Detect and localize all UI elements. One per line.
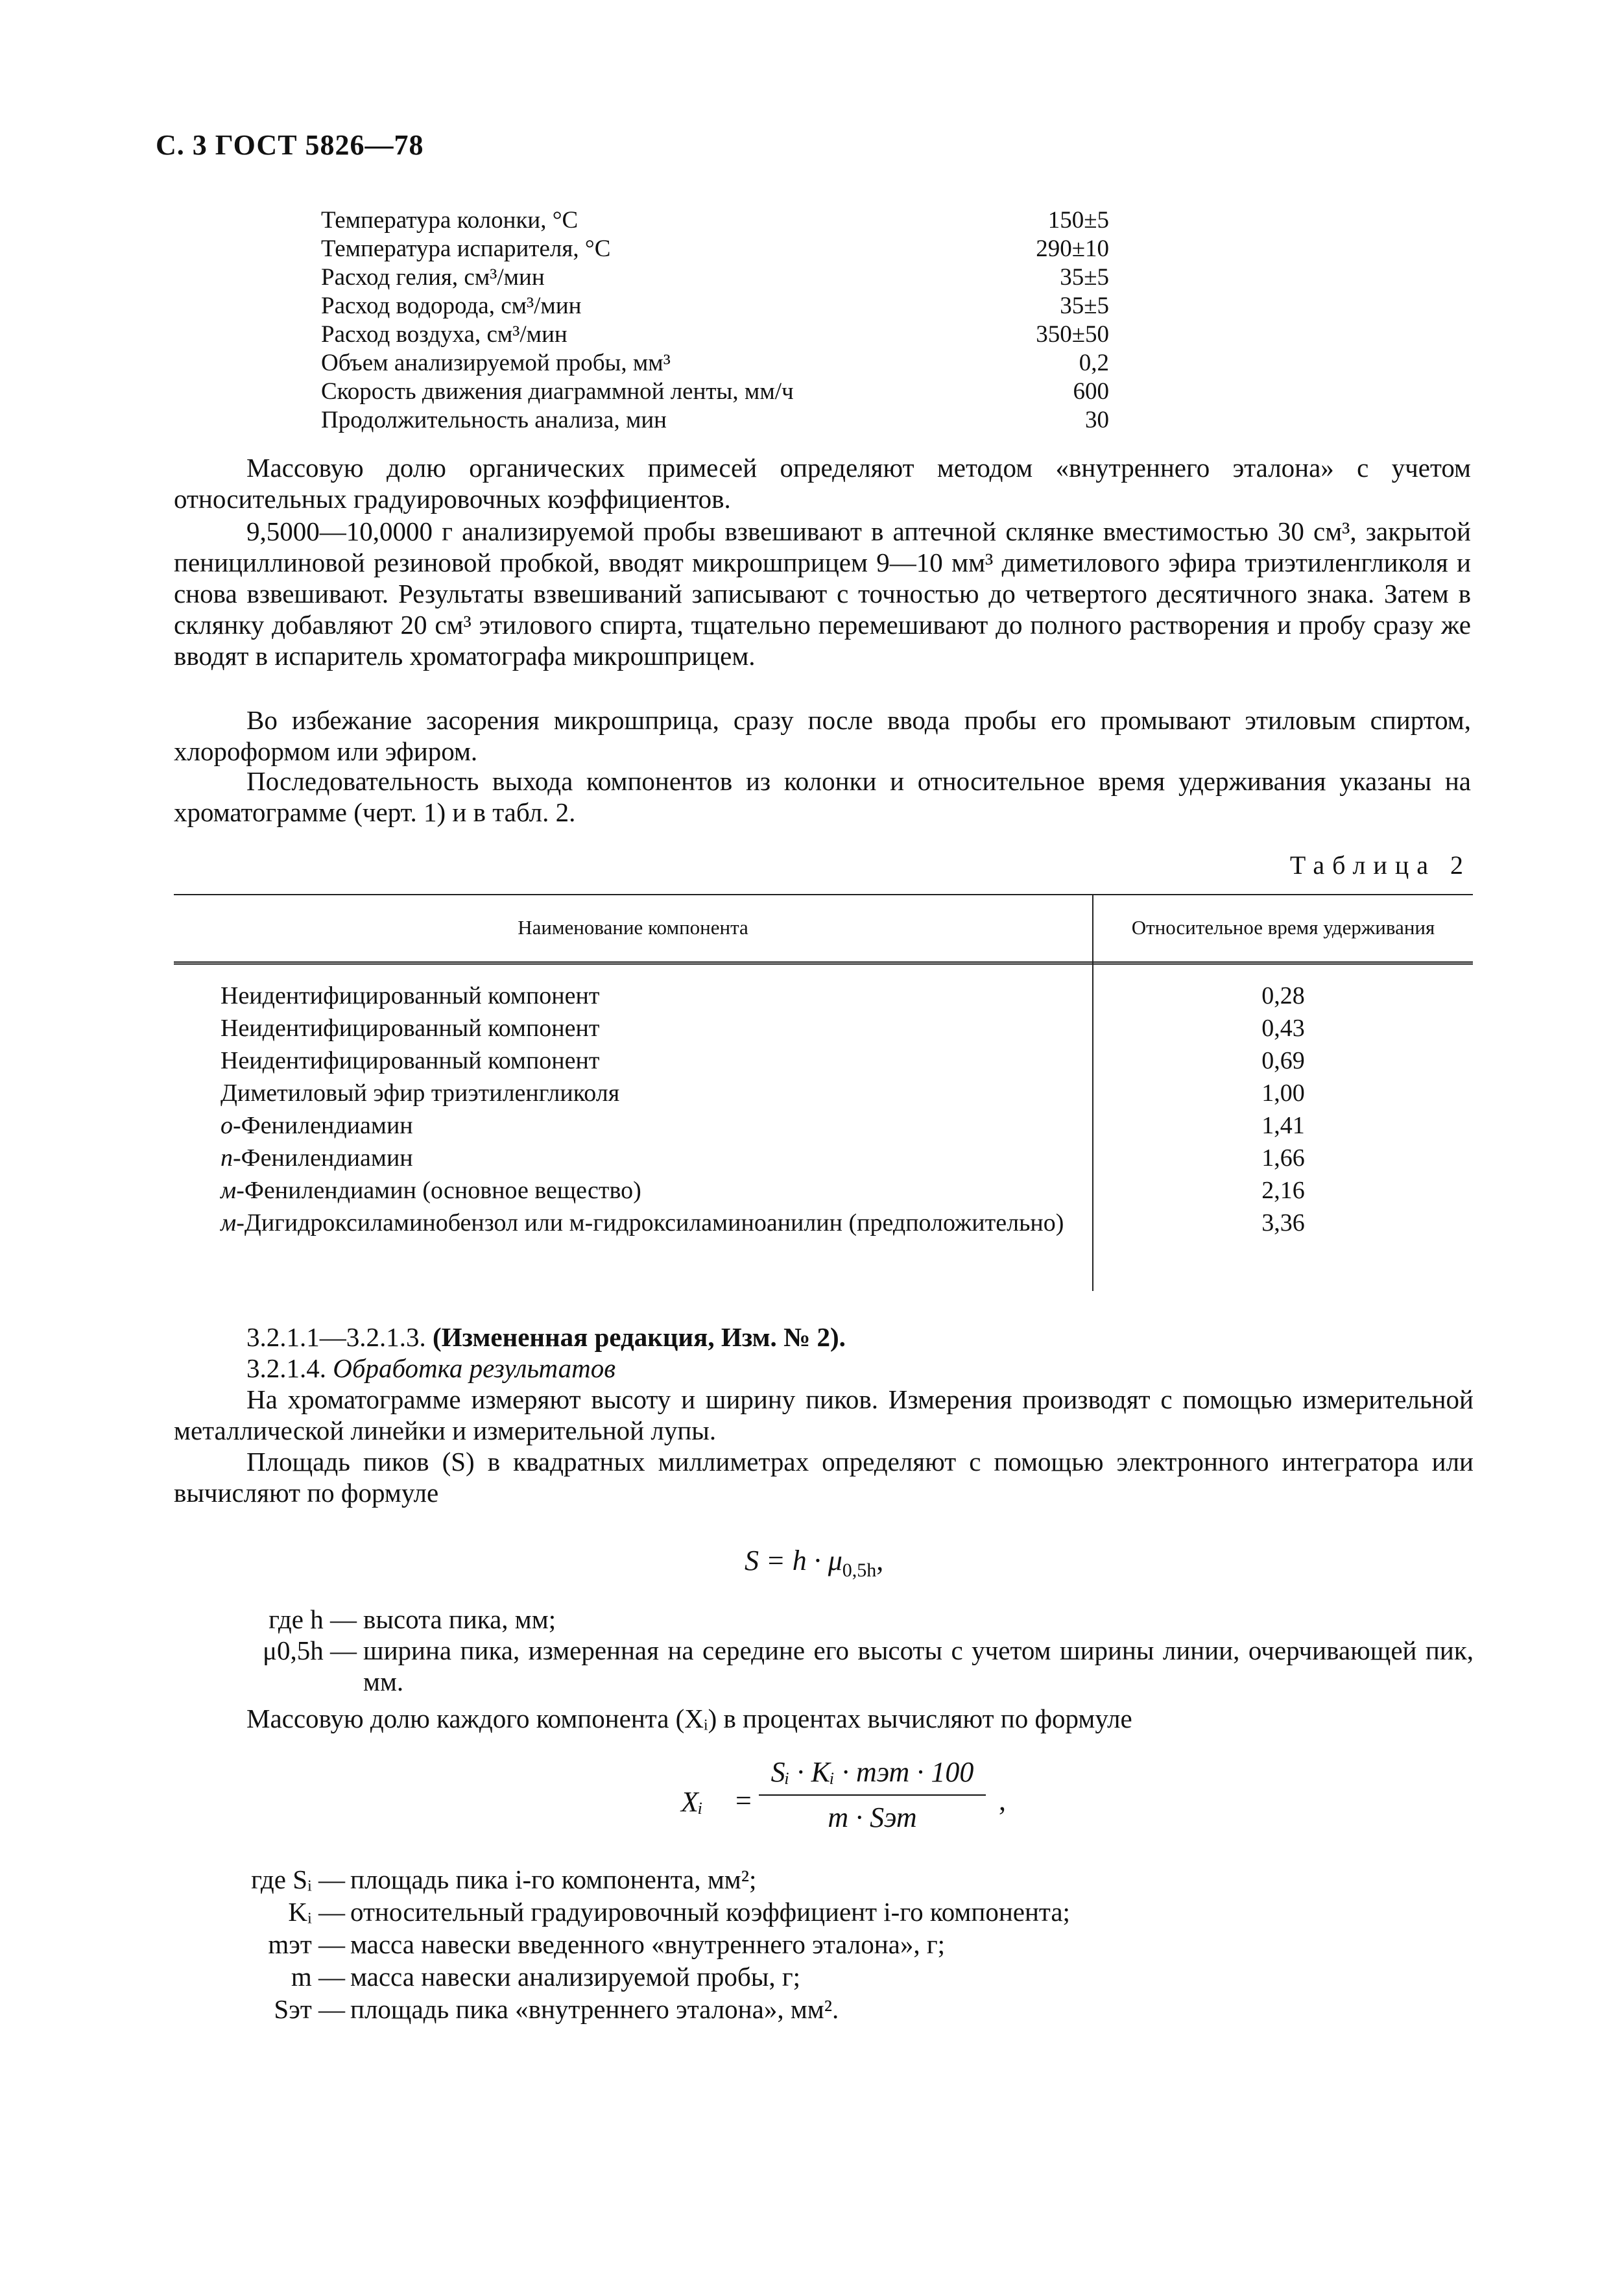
equals-sign: = xyxy=(735,1785,752,1816)
param-row xyxy=(321,235,1109,263)
legend-key: Sэт — xyxy=(274,1994,345,2024)
legend-value: масса навески введенного «внутреннего эталона», г; xyxy=(350,1929,946,1959)
param-label: Расход воздуха, см³/мин xyxy=(321,321,567,348)
param-label: Расход водорода, см³/мин xyxy=(321,293,582,319)
legend-row xyxy=(246,1960,1474,1993)
mass-fraction-formula xyxy=(681,1755,1018,1846)
legend-row xyxy=(246,1863,1474,1896)
paragraph: Во избежание засорения микрошприца, сразу после ввода пробы его промывают этиловым спиртом, хлороформом или эфиром. xyxy=(174,705,1471,766)
peak-area-formula: $S = h \cdot \mu_{0,5h}$, xyxy=(745,1545,884,1581)
legend-row xyxy=(246,1896,1474,1928)
legend-value: ширина пика, измеренная на середине его высоты с учетом ширины линии, очерчивающей пик, мм. xyxy=(363,1635,1474,1696)
formula-denominator: m · Sэт xyxy=(828,1802,917,1833)
table-top-rule xyxy=(174,894,1473,895)
formula-numerator: Sᵢ · Kᵢ · mэт · 100 xyxy=(770,1756,974,1788)
param-label: Продолжительность анализа, мин xyxy=(321,407,667,433)
component-name: о-Фенилендиамин xyxy=(221,1112,413,1139)
param-value: 290±10 xyxy=(1036,235,1109,262)
retention-value: 0,69 xyxy=(1261,1047,1305,1074)
retention-value: 1,00 xyxy=(1261,1079,1305,1107)
formula2-legend xyxy=(246,1863,1474,2025)
retention-value: 2,16 xyxy=(1261,1177,1305,1204)
fraction-bar xyxy=(759,1794,986,1796)
formula1-legend xyxy=(246,1604,1474,1697)
amendment-line: 3.2.1.1—3.2.1.3. (Измененная редакция, Изм. № 2). xyxy=(246,1322,846,1352)
component-name: м-Фенилендиамин (основное вещество) xyxy=(221,1177,641,1204)
param-label: Температура колонки, °С xyxy=(321,207,579,234)
param-label: Объем анализируемой пробы, мм³ xyxy=(321,350,671,376)
component-name: Неидентифицированный компонент xyxy=(221,982,600,1009)
component-name: п-Фенилендиамин xyxy=(221,1144,413,1172)
paragraph: Последовательность выхода компонентов из колонки и относительное время удерживания указаны на хроматограмме (черт. 1) и в табл. 2. xyxy=(174,766,1471,827)
subsection-title: 3.2.1.4. Обработка результатов xyxy=(246,1353,616,1383)
table-body xyxy=(174,980,1473,1239)
legend-key: где Sᵢ — xyxy=(251,1864,345,1894)
table-header-rule xyxy=(174,961,1473,965)
parameters-list xyxy=(321,206,1109,435)
paragraph: Массовую долю органических примесей определяют методом «внутреннего эталона» с учетом относительных градуировочных коэффициентов. xyxy=(174,453,1471,514)
table-row xyxy=(174,1077,1473,1109)
legend-value: площадь пика i-го компонента, мм²; xyxy=(350,1864,757,1894)
component-name: Диметиловый эфир триэтиленгликоля xyxy=(221,1079,620,1107)
table-header-name: Наименование компонента xyxy=(518,916,748,939)
legend-row xyxy=(246,1604,1474,1635)
param-label: Температура испарителя, °С xyxy=(321,235,611,262)
legend-key: Kᵢ — xyxy=(288,1897,345,1927)
param-row xyxy=(321,349,1109,378)
table-row xyxy=(174,1174,1473,1207)
retention-value: 3,36 xyxy=(1261,1209,1305,1236)
legend-key: mэт — xyxy=(268,1929,345,1959)
param-value: 35±5 xyxy=(1060,293,1109,319)
param-row xyxy=(321,263,1109,292)
retention-value: 1,66 xyxy=(1261,1144,1305,1172)
component-name: Неидентифицированный компонент xyxy=(221,1047,600,1074)
legend-value: масса навески анализируемой пробы, г; xyxy=(350,1962,801,1992)
param-value: 150±5 xyxy=(1047,207,1109,234)
table-row xyxy=(174,1012,1473,1044)
param-label: Скорость движения диаграммной ленты, мм/ч xyxy=(321,378,794,405)
legend-row xyxy=(246,1635,1474,1697)
formula-lhs: Xᵢ xyxy=(681,1786,703,1818)
legend-value: относительный градуировочный коэффициент i-го компонента; xyxy=(350,1897,1070,1927)
table-header-time: Относительное время удерживания xyxy=(1131,916,1435,939)
param-row xyxy=(321,292,1109,320)
formula-comma: , xyxy=(999,1785,1006,1816)
param-value: 30 xyxy=(1085,407,1109,433)
retention-value: 0,43 xyxy=(1261,1015,1305,1042)
table-row xyxy=(174,1109,1473,1142)
legend-row xyxy=(246,1928,1474,1960)
retention-value: 0,28 xyxy=(1261,982,1305,1009)
param-value: 35±5 xyxy=(1060,264,1109,291)
retention-table xyxy=(174,894,1473,1291)
table-row xyxy=(174,1142,1473,1174)
paragraph: 9,5000—10,0000 г анализируемой пробы взвешивают в аптечной склянке вместимостью 30 см³, закрытой пенициллиновой резиновой пробкой, вводят микрошприцем 9—10 мм³ диметилового эфира триэтиленгликоля и снова взвешивают. Результаты взвешиваний записывают с точностью до четвертого десятичного знака. Затем в склянку добавляют 20 см³ этилового спирта, тщательно перемешивают до полного растворения и пробу сразу же вводят в испаритель хроматографа микрошприцем. xyxy=(174,516,1471,671)
param-row xyxy=(321,378,1109,406)
param-value: 0,2 xyxy=(1079,350,1109,376)
table-row xyxy=(174,1044,1473,1077)
param-value: 350±50 xyxy=(1036,321,1109,348)
paragraph: На хроматограмме измеряют высоту и ширину пиков. Измерения производят с помощью измерительной металлической линейки и измерительной лупы. xyxy=(174,1384,1474,1445)
legend-key: m — xyxy=(291,1962,345,1992)
paragraph: Площадь пиков (S) в квадратных миллиметрах определяют с помощью электронного интегратора или вычисляют по формуле xyxy=(174,1447,1474,1508)
legend-row xyxy=(246,1993,1474,2025)
param-value: 600 xyxy=(1073,378,1109,405)
table-caption: Таблица 2 xyxy=(1289,850,1471,880)
table-row xyxy=(174,980,1473,1012)
component-name: м-Дигидроксиламинобензол или м-гидроксиламиноанилин (предположительно) xyxy=(221,1209,1064,1236)
param-row xyxy=(321,406,1109,435)
legend-value: высота пика, мм; xyxy=(363,1604,556,1634)
legend-value: площадь пика «внутреннего эталона», мм². xyxy=(350,1994,839,2024)
paragraph: Массовую долю каждого компонента (Xᵢ) в процентах вычисляют по формуле xyxy=(246,1704,1132,1733)
table-row xyxy=(174,1207,1473,1239)
retention-value: 1,41 xyxy=(1261,1112,1305,1139)
legend-key: μ0,5h — xyxy=(263,1635,357,1665)
param-row xyxy=(321,206,1109,235)
param-label: Расход гелия, см³/мин xyxy=(321,264,545,291)
page-header: С. 3 ГОСТ 5826—78 xyxy=(156,129,424,161)
param-row xyxy=(321,320,1109,349)
legend-key: где h — xyxy=(269,1604,357,1634)
component-name: Неидентифицированный компонент xyxy=(221,1015,600,1042)
section-block xyxy=(174,1321,1474,1508)
